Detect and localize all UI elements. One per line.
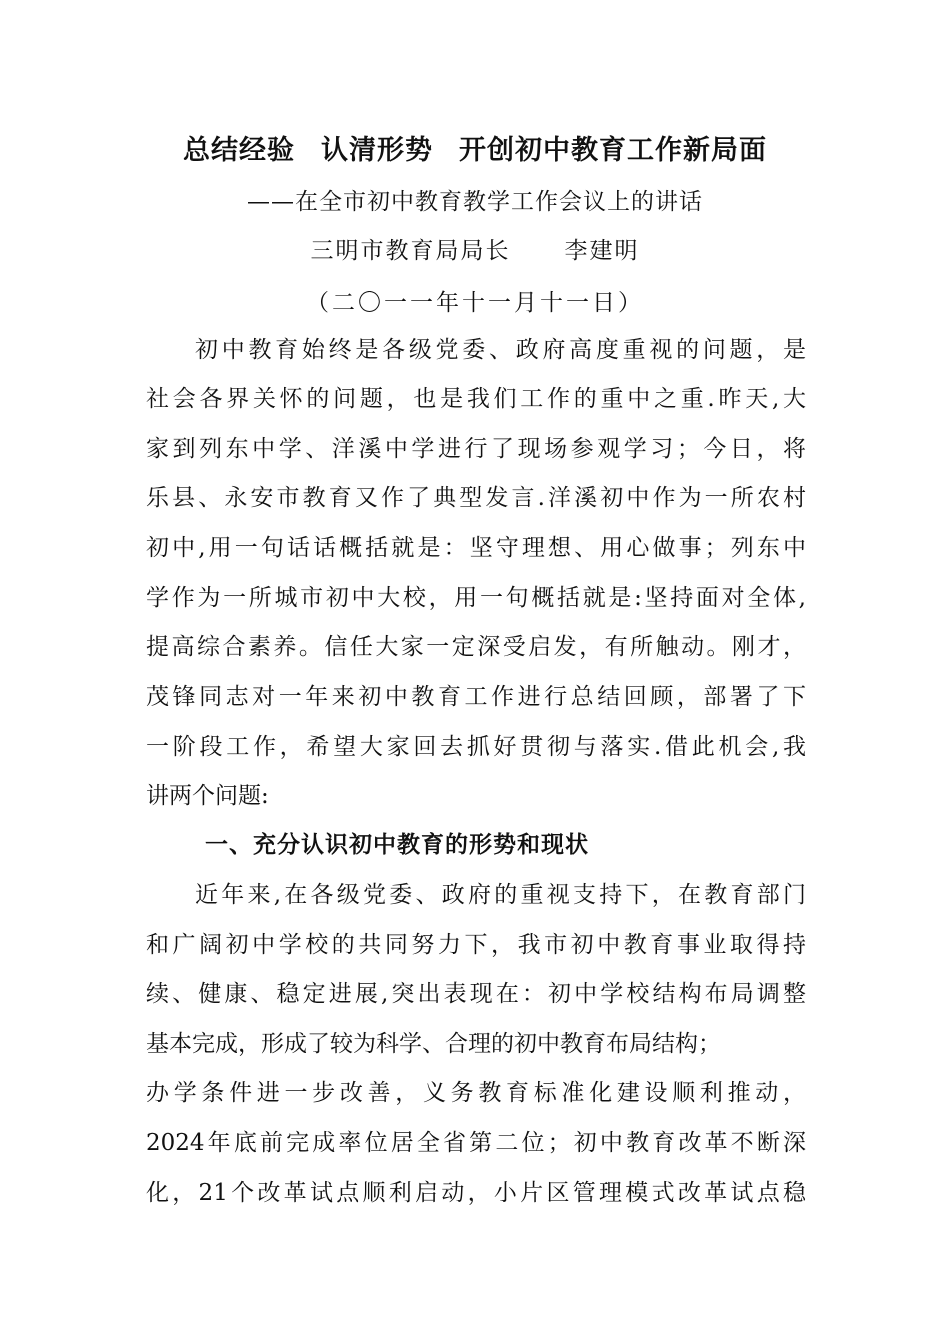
- title-part-1: 总结经验: [183, 135, 295, 166]
- paragraph-1-line: 提高综合素养。信任大家一定深受启发，有所触动。刚才，: [146, 634, 806, 660]
- paragraph-2-line: 和广阔初中学校的共同努力下，我市初中教育事业取得持: [146, 932, 806, 958]
- paragraph-1-line: 乐县、永安市教育又作了典型发言.洋溪初中作为一所农村: [146, 485, 806, 511]
- paragraph-1-line: 一阶段工作，希望大家回去抓好贯彻与落实.借此机会,我: [146, 734, 806, 760]
- section-1-heading: 一、充分认识初中教育的形势和现状: [205, 831, 589, 858]
- paragraph-1-line: 初中,用一句话话概括就是：坚守理想、用心做事；列东中: [146, 535, 806, 561]
- title-part-2: 认清形势: [321, 135, 433, 166]
- author-org: 三明市教育局局长: [310, 238, 511, 264]
- document-subtitle: ——在全市初中教育教学工作会议上的讲话: [247, 189, 703, 215]
- paragraph-1-line: 学作为一所城市初中大校，用一句概括就是:坚持面对全体,: [146, 585, 806, 611]
- paragraph-1-line: 茂锋同志对一年来初中教育工作进行总结回顾，部署了下: [146, 684, 806, 710]
- paragraph-2-line: 化，21个改革试点顺利启动，小片区管理模式改革试点稳: [146, 1180, 806, 1206]
- paragraph-2-line: 2024年底前完成率位居全省第二位；初中教育改革不断深: [146, 1130, 806, 1156]
- speech-date: （二〇一一年十一月十一日）: [306, 290, 644, 316]
- paragraph-2-line: 近年来,在各级党委、政府的重视支持下，在教育部门: [195, 882, 806, 908]
- author-line: [0, 232, 950, 265]
- paragraph-1-line: 社会各界关怀的问题，也是我们工作的重中之重.昨天,大: [146, 386, 806, 412]
- document-title: [0, 128, 950, 167]
- paragraph-1-line: 初中教育始终是各级党委、政府高度重视的问题，是: [195, 337, 806, 363]
- author-name: 李建明: [564, 238, 640, 264]
- paragraph-1-line: 家到列东中学、洋溪中学进行了现场参观学习；今日，将: [146, 436, 806, 462]
- title-part-3: 开创初中教育工作新局面: [459, 135, 767, 166]
- paragraph-1-line: 讲两个问题:: [146, 783, 269, 809]
- paragraph-2-line: 续、健康、稳定进展,突出表现在：初中学校结构布局调整: [146, 981, 806, 1007]
- paragraph-2-line: 基本完成，形成了较为科学、合理的初中教育布局结构；: [146, 1031, 721, 1057]
- paragraph-2-line: 办学条件进一步改善，义务教育标准化建设顺利推动，: [146, 1080, 806, 1106]
